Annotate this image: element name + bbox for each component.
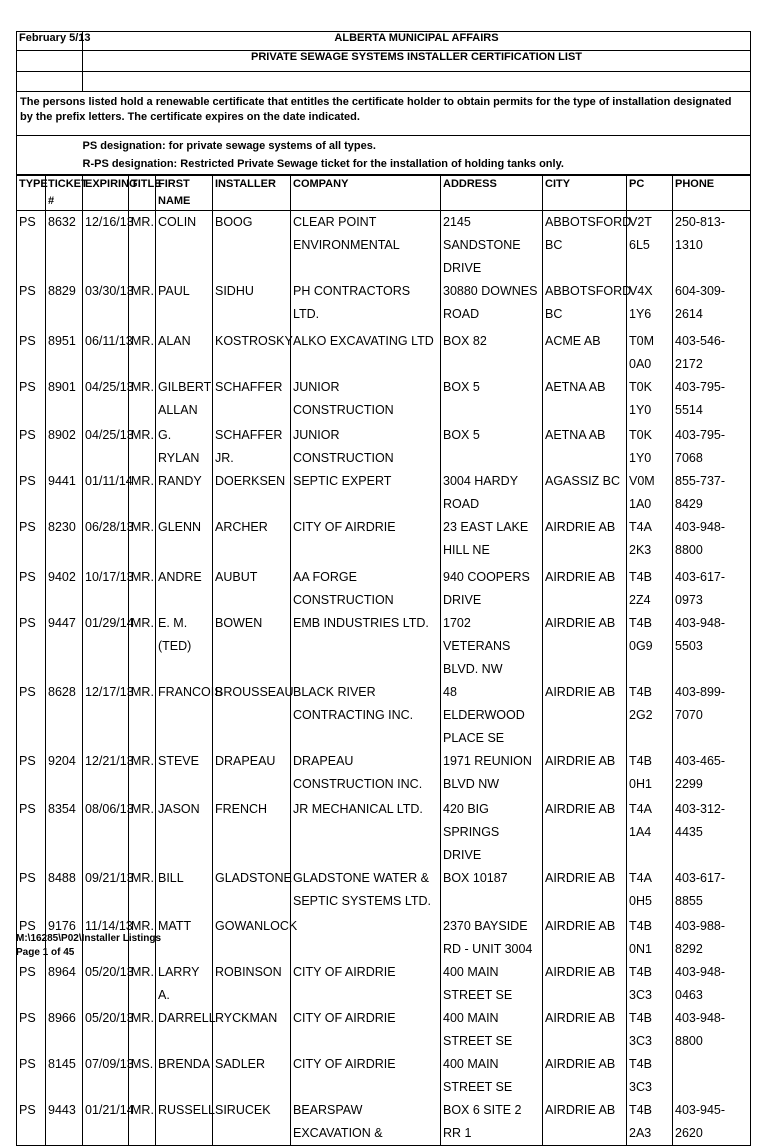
cell-pc: V4X 1Y6 — [627, 280, 673, 330]
cell-ticket: 8902 — [46, 424, 83, 470]
cell-first: COLIN — [156, 211, 213, 281]
cell-pc: T4B 2G2 — [627, 681, 673, 750]
cell-expiring: 10/17/13 — [83, 566, 129, 612]
table-row — [17, 516, 751, 566]
cell-title: MR. — [129, 280, 156, 330]
cell-pc: T0K 1Y0 — [627, 376, 673, 424]
table-row — [17, 376, 751, 424]
cell-expiring: 11/14/13 — [83, 915, 129, 961]
cell-type: PS — [17, 798, 46, 867]
cell-pc: T4B 3C3 — [627, 961, 673, 1007]
cell-ticket: 8964 — [46, 961, 83, 1007]
cell-type: PS — [17, 681, 46, 750]
cell-type: PS — [17, 1099, 46, 1146]
table-row — [17, 1053, 751, 1099]
cell-expiring: 05/20/13 — [83, 1007, 129, 1053]
cell-phone: 403-617-8855 — [673, 867, 751, 915]
cell-title: MR. — [129, 612, 156, 681]
cell-title: MR. — [129, 915, 156, 961]
cell-expiring: 12/16/13 — [83, 211, 129, 281]
cell-ticket: 8951 — [46, 330, 83, 376]
cell-company: CITY OF AIRDRIE — [291, 516, 441, 566]
cell-address: 400 MAIN STREET SE — [441, 1053, 543, 1099]
cell-expiring: 04/25/13 — [83, 376, 129, 424]
cell-phone: 403-948-8800 — [673, 516, 751, 566]
cell-company: CITY OF AIRDRIE — [291, 961, 441, 1007]
cell-company: EMB INDUSTRIES LTD. — [291, 612, 441, 681]
cell-first: DARRELL — [156, 1007, 213, 1053]
cell-company: PH CONTRACTORS LTD. — [291, 280, 441, 330]
cell-ticket: 8966 — [46, 1007, 83, 1053]
cell-city: AIRDRIE AB — [543, 566, 627, 612]
cell-installer: BOWEN — [213, 612, 291, 681]
table-row — [17, 750, 751, 798]
certification-sheet — [16, 31, 750, 1146]
cell-type: PS — [17, 1053, 46, 1099]
table-row — [17, 867, 751, 915]
cell-expiring: 03/30/13 — [83, 280, 129, 330]
cell-first: RANDY — [156, 470, 213, 516]
cell-type: PS — [17, 961, 46, 1007]
cell-city: ACME AB — [543, 330, 627, 376]
cell-company: GLADSTONE WATER & SEPTIC SYSTEMS LTD. — [291, 867, 441, 915]
cell-company: AA FORGE CONSTRUCTION — [291, 566, 441, 612]
cell-address: 1702 VETERANS BLVD. NW — [441, 612, 543, 681]
cell-address: 940 COOPERS DRIVE — [441, 566, 543, 612]
cell-first: MATT — [156, 915, 213, 961]
cell-installer: BOOG — [213, 211, 291, 281]
cell-pc: V0M 1A0 — [627, 470, 673, 516]
cell-first: ANDRE — [156, 566, 213, 612]
cell-address: 48 ELDERWOOD PLACE SE — [441, 681, 543, 750]
cell-first: GLENN — [156, 516, 213, 566]
cell-expiring: 01/21/14 — [83, 1099, 129, 1146]
cell-pc: T0K 1Y0 — [627, 424, 673, 470]
column-header-row — [17, 176, 751, 211]
cell-phone: 403-795-7068 — [673, 424, 751, 470]
ps-designation: PS designation: for private sewage systems of all types. — [83, 136, 751, 155]
cell-city: AIRDRIE AB — [543, 516, 627, 566]
cell-title: MR. — [129, 211, 156, 281]
cell-title: MR. — [129, 681, 156, 750]
cell-city: AIRDRIE AB — [543, 1099, 627, 1146]
cell-expiring: 01/29/14 — [83, 612, 129, 681]
cell-city: AIRDRIE AB — [543, 681, 627, 750]
cell-installer: SCHAFFER JR. — [213, 424, 291, 470]
cell-type: PS — [17, 211, 46, 281]
cell-expiring: 08/06/13 — [83, 798, 129, 867]
cell-expiring: 12/21/13 — [83, 750, 129, 798]
cell-city: AIRDRIE AB — [543, 867, 627, 915]
cell-pc: T4A 0H5 — [627, 867, 673, 915]
col-company: COMPANY — [291, 176, 441, 211]
cell-type: PS — [17, 424, 46, 470]
table-row — [17, 681, 751, 750]
page-number: Page 1 of 45 — [16, 947, 75, 958]
col-city: CITY — [543, 176, 627, 211]
cell-title: MR. — [129, 566, 156, 612]
cell-first: G. RYLAN — [156, 424, 213, 470]
cell-title: MR. — [129, 376, 156, 424]
cell-title: MR. — [129, 330, 156, 376]
cell-installer: DRAPEAU — [213, 750, 291, 798]
cell-expiring: 07/09/13 — [83, 1053, 129, 1099]
intro-text: The persons listed hold a renewable certificate that entitles the certificate holder to obtain permits for the type of installation designated by the prefix letters. The certificate expires on the date indicated. — [17, 92, 751, 136]
cell-pc: T4A 1A4 — [627, 798, 673, 867]
col-pc: PC — [627, 176, 673, 211]
installer-rows — [17, 211, 751, 1146]
cell-ticket: 8628 — [46, 681, 83, 750]
cell-phone: 403-795-5514 — [673, 376, 751, 424]
cell-city: ABBOTSFORD BC — [543, 280, 627, 330]
cell-installer: GLADSTONE — [213, 867, 291, 915]
cell-installer: AUBUT — [213, 566, 291, 612]
cell-phone — [673, 1053, 751, 1099]
col-ticket: TICKET # — [46, 176, 83, 211]
cell-first: E. M. (TED) — [156, 612, 213, 681]
cell-city: AIRDRIE AB — [543, 750, 627, 798]
col-address: ADDRESS — [441, 176, 543, 211]
file-path: M:\16285\P02\Installer Listings — [16, 933, 162, 944]
cell-first: STEVE — [156, 750, 213, 798]
cell-type: PS — [17, 470, 46, 516]
cell-company: CLEAR POINT ENVIRONMENTAL — [291, 211, 441, 281]
cell-ticket: 9443 — [46, 1099, 83, 1146]
col-expiring: EXPIRING — [83, 176, 129, 211]
cell-phone: 403-988-8292 — [673, 915, 751, 961]
cell-first: GILBERT ALLAN — [156, 376, 213, 424]
cell-city: AIRDRIE AB — [543, 1007, 627, 1053]
cell-type: PS — [17, 1007, 46, 1053]
cell-city: AIRDRIE AB — [543, 961, 627, 1007]
table-row — [17, 566, 751, 612]
cell-company: SEPTIC EXPERT — [291, 470, 441, 516]
cell-address: BOX 5 — [441, 424, 543, 470]
cell-phone: 403-948-8800 — [673, 1007, 751, 1053]
cell-title: MR. — [129, 470, 156, 516]
table-row — [17, 1099, 751, 1146]
cell-installer: FRENCH — [213, 798, 291, 867]
cell-address: BOX 5 — [441, 376, 543, 424]
table-row — [17, 330, 751, 376]
col-installer: INSTALLER — [213, 176, 291, 211]
cell-ticket: 8901 — [46, 376, 83, 424]
cell-expiring: 05/20/13 — [83, 961, 129, 1007]
cell-installer: ROBINSON — [213, 961, 291, 1007]
cell-city: AIRDRIE AB — [543, 612, 627, 681]
cell-type: PS — [17, 330, 46, 376]
cell-company: BEARSPAW EXCAVATION & — [291, 1099, 441, 1146]
cell-address: 3004 HARDY ROAD — [441, 470, 543, 516]
cell-expiring: 06/28/13 — [83, 516, 129, 566]
cell-pc: T4B 3C3 — [627, 1007, 673, 1053]
cell-company — [291, 915, 441, 961]
cell-address: 400 MAIN STREET SE — [441, 961, 543, 1007]
cell-first: BILL — [156, 867, 213, 915]
col-title: TITLE — [129, 176, 156, 211]
table-row — [17, 470, 751, 516]
rps-designation: R-PS designation: Restricted Private Sewage ticket for the installation of holding tanks only. — [83, 154, 751, 175]
table-row — [17, 961, 751, 1007]
cell-installer: SIRUCEK — [213, 1099, 291, 1146]
cell-pc: T4B 3C3 — [627, 1053, 673, 1099]
cell-title: MR. — [129, 867, 156, 915]
cell-address: BOX 10187 — [441, 867, 543, 915]
cell-phone: 403-465-2299 — [673, 750, 751, 798]
cell-installer: RYCKMAN — [213, 1007, 291, 1053]
cell-phone: 604-309-2614 — [673, 280, 751, 330]
cell-pc: T4B 0N1 — [627, 915, 673, 961]
cell-phone: 403-899-7070 — [673, 681, 751, 750]
cell-address: 30880 DOWNES ROAD — [441, 280, 543, 330]
cell-phone: 403-948-5503 — [673, 612, 751, 681]
col-type: TYPE — [17, 176, 46, 211]
cell-address: 2370 BAYSIDE RD - UNIT 3004 — [441, 915, 543, 961]
cell-city: AETNA AB — [543, 376, 627, 424]
cell-type: PS — [17, 750, 46, 798]
cell-company: BLACK RIVER CONTRACTING INC. — [291, 681, 441, 750]
cell-title: MR. — [129, 1007, 156, 1053]
cell-company: CITY OF AIRDRIE — [291, 1053, 441, 1099]
cell-address: 2145 SANDSTONE DRIVE — [441, 211, 543, 281]
cell-company: JUNIOR CONSTRUCTION — [291, 424, 441, 470]
cell-installer: BROUSSEAU — [213, 681, 291, 750]
cell-first: FRANCOIS — [156, 681, 213, 750]
cell-ticket: 8230 — [46, 516, 83, 566]
cell-ticket: 8145 — [46, 1053, 83, 1099]
cell-address: BOX 82 — [441, 330, 543, 376]
cell-address: 1971 REUNION BLVD NW — [441, 750, 543, 798]
cell-title: MR. — [129, 750, 156, 798]
cell-ticket: 9204 — [46, 750, 83, 798]
cell-title: MS. — [129, 1053, 156, 1099]
table-row — [17, 1007, 751, 1053]
cell-title: MR. — [129, 961, 156, 1007]
cell-pc: T4A 2K3 — [627, 516, 673, 566]
cell-address: 23 EAST LAKE HILL NE — [441, 516, 543, 566]
installer-table — [16, 175, 751, 1146]
cell-ticket: 9402 — [46, 566, 83, 612]
cell-expiring: 06/11/13 — [83, 330, 129, 376]
cell-address: BOX 6 SITE 2 RR 1 — [441, 1099, 543, 1146]
cell-installer: SADLER — [213, 1053, 291, 1099]
cell-company: DRAPEAU CONSTRUCTION INC. — [291, 750, 441, 798]
cell-ticket: 9176 — [46, 915, 83, 961]
cell-phone: 403-948-0463 — [673, 961, 751, 1007]
cell-ticket: 8488 — [46, 867, 83, 915]
cell-phone: 403-945-2620 — [673, 1099, 751, 1146]
cell-city: AETNA AB — [543, 424, 627, 470]
cell-type: PS — [17, 915, 46, 961]
cell-installer: SCHAFFER — [213, 376, 291, 424]
col-first-name: FIRST NAME — [156, 176, 213, 211]
table-row — [17, 211, 751, 281]
list-title: PRIVATE SEWAGE SYSTEMS INSTALLER CERTIFICATION LIST — [83, 51, 751, 72]
cell-expiring: 12/17/13 — [83, 681, 129, 750]
cell-ticket: 8829 — [46, 280, 83, 330]
cell-first: BRENDA — [156, 1053, 213, 1099]
cell-first: RUSSELL — [156, 1099, 213, 1146]
cell-type: PS — [17, 516, 46, 566]
cell-address: 400 MAIN STREET SE — [441, 1007, 543, 1053]
cell-expiring: 09/21/13 — [83, 867, 129, 915]
cell-title: MR. — [129, 798, 156, 867]
cell-phone: 403-312-4435 — [673, 798, 751, 867]
cell-pc: T4B 2Z4 — [627, 566, 673, 612]
cell-type: PS — [17, 566, 46, 612]
cell-company: JR MECHANICAL LTD. — [291, 798, 441, 867]
cell-installer: KOSTROSKY — [213, 330, 291, 376]
cell-company: CITY OF AIRDRIE — [291, 1007, 441, 1053]
cell-pc: T4B 2A3 — [627, 1099, 673, 1146]
header-table — [16, 31, 751, 175]
cell-pc: T0M 0A0 — [627, 330, 673, 376]
cell-city: ABBOTSFORD BC — [543, 211, 627, 281]
cell-ticket: 9447 — [46, 612, 83, 681]
cell-type: PS — [17, 280, 46, 330]
cell-company: JUNIOR CONSTRUCTION — [291, 376, 441, 424]
cell-pc: T4B 0G9 — [627, 612, 673, 681]
cell-ticket: 8632 — [46, 211, 83, 281]
cell-phone: 250-813-1310 — [673, 211, 751, 281]
cell-first: LARRY A. — [156, 961, 213, 1007]
cell-installer: ARCHER — [213, 516, 291, 566]
agency-name: ALBERTA MUNICIPAL AFFAIRS — [83, 32, 751, 51]
cell-title: MR. — [129, 1099, 156, 1146]
cell-type: PS — [17, 376, 46, 424]
cell-city: AGASSIZ BC — [543, 470, 627, 516]
table-row — [17, 280, 751, 330]
cell-address: 420 BIG SPRINGS DRIVE — [441, 798, 543, 867]
cell-city: AIRDRIE AB — [543, 915, 627, 961]
cell-title: MR. — [129, 516, 156, 566]
cell-type: PS — [17, 867, 46, 915]
cell-installer: GOWANLOCK — [213, 915, 291, 961]
cell-pc: T4B 0H1 — [627, 750, 673, 798]
cell-expiring: 01/11/14 — [83, 470, 129, 516]
col-phone: PHONE — [673, 176, 751, 211]
cell-pc: V2T 6L5 — [627, 211, 673, 281]
cell-first: ALAN — [156, 330, 213, 376]
cell-expiring: 04/25/13 — [83, 424, 129, 470]
cell-first: PAUL — [156, 280, 213, 330]
table-row — [17, 612, 751, 681]
table-row — [17, 798, 751, 867]
cell-ticket: 8354 — [46, 798, 83, 867]
cell-city: AIRDRIE AB — [543, 798, 627, 867]
table-row — [17, 424, 751, 470]
cell-city: AIRDRIE AB — [543, 1053, 627, 1099]
cell-ticket: 9441 — [46, 470, 83, 516]
cell-phone: 403-546-2172 — [673, 330, 751, 376]
cell-first: JASON — [156, 798, 213, 867]
report-date: February 5/13 — [17, 32, 83, 51]
cell-phone: 855-737-8429 — [673, 470, 751, 516]
cell-phone: 403-617-0973 — [673, 566, 751, 612]
cell-company: ALKO EXCAVATING LTD — [291, 330, 441, 376]
page-footer — [16, 932, 161, 960]
cell-title: MR. — [129, 424, 156, 470]
cell-installer: DOERKSEN — [213, 470, 291, 516]
cell-installer: SIDHU — [213, 280, 291, 330]
cell-type: PS — [17, 612, 46, 681]
